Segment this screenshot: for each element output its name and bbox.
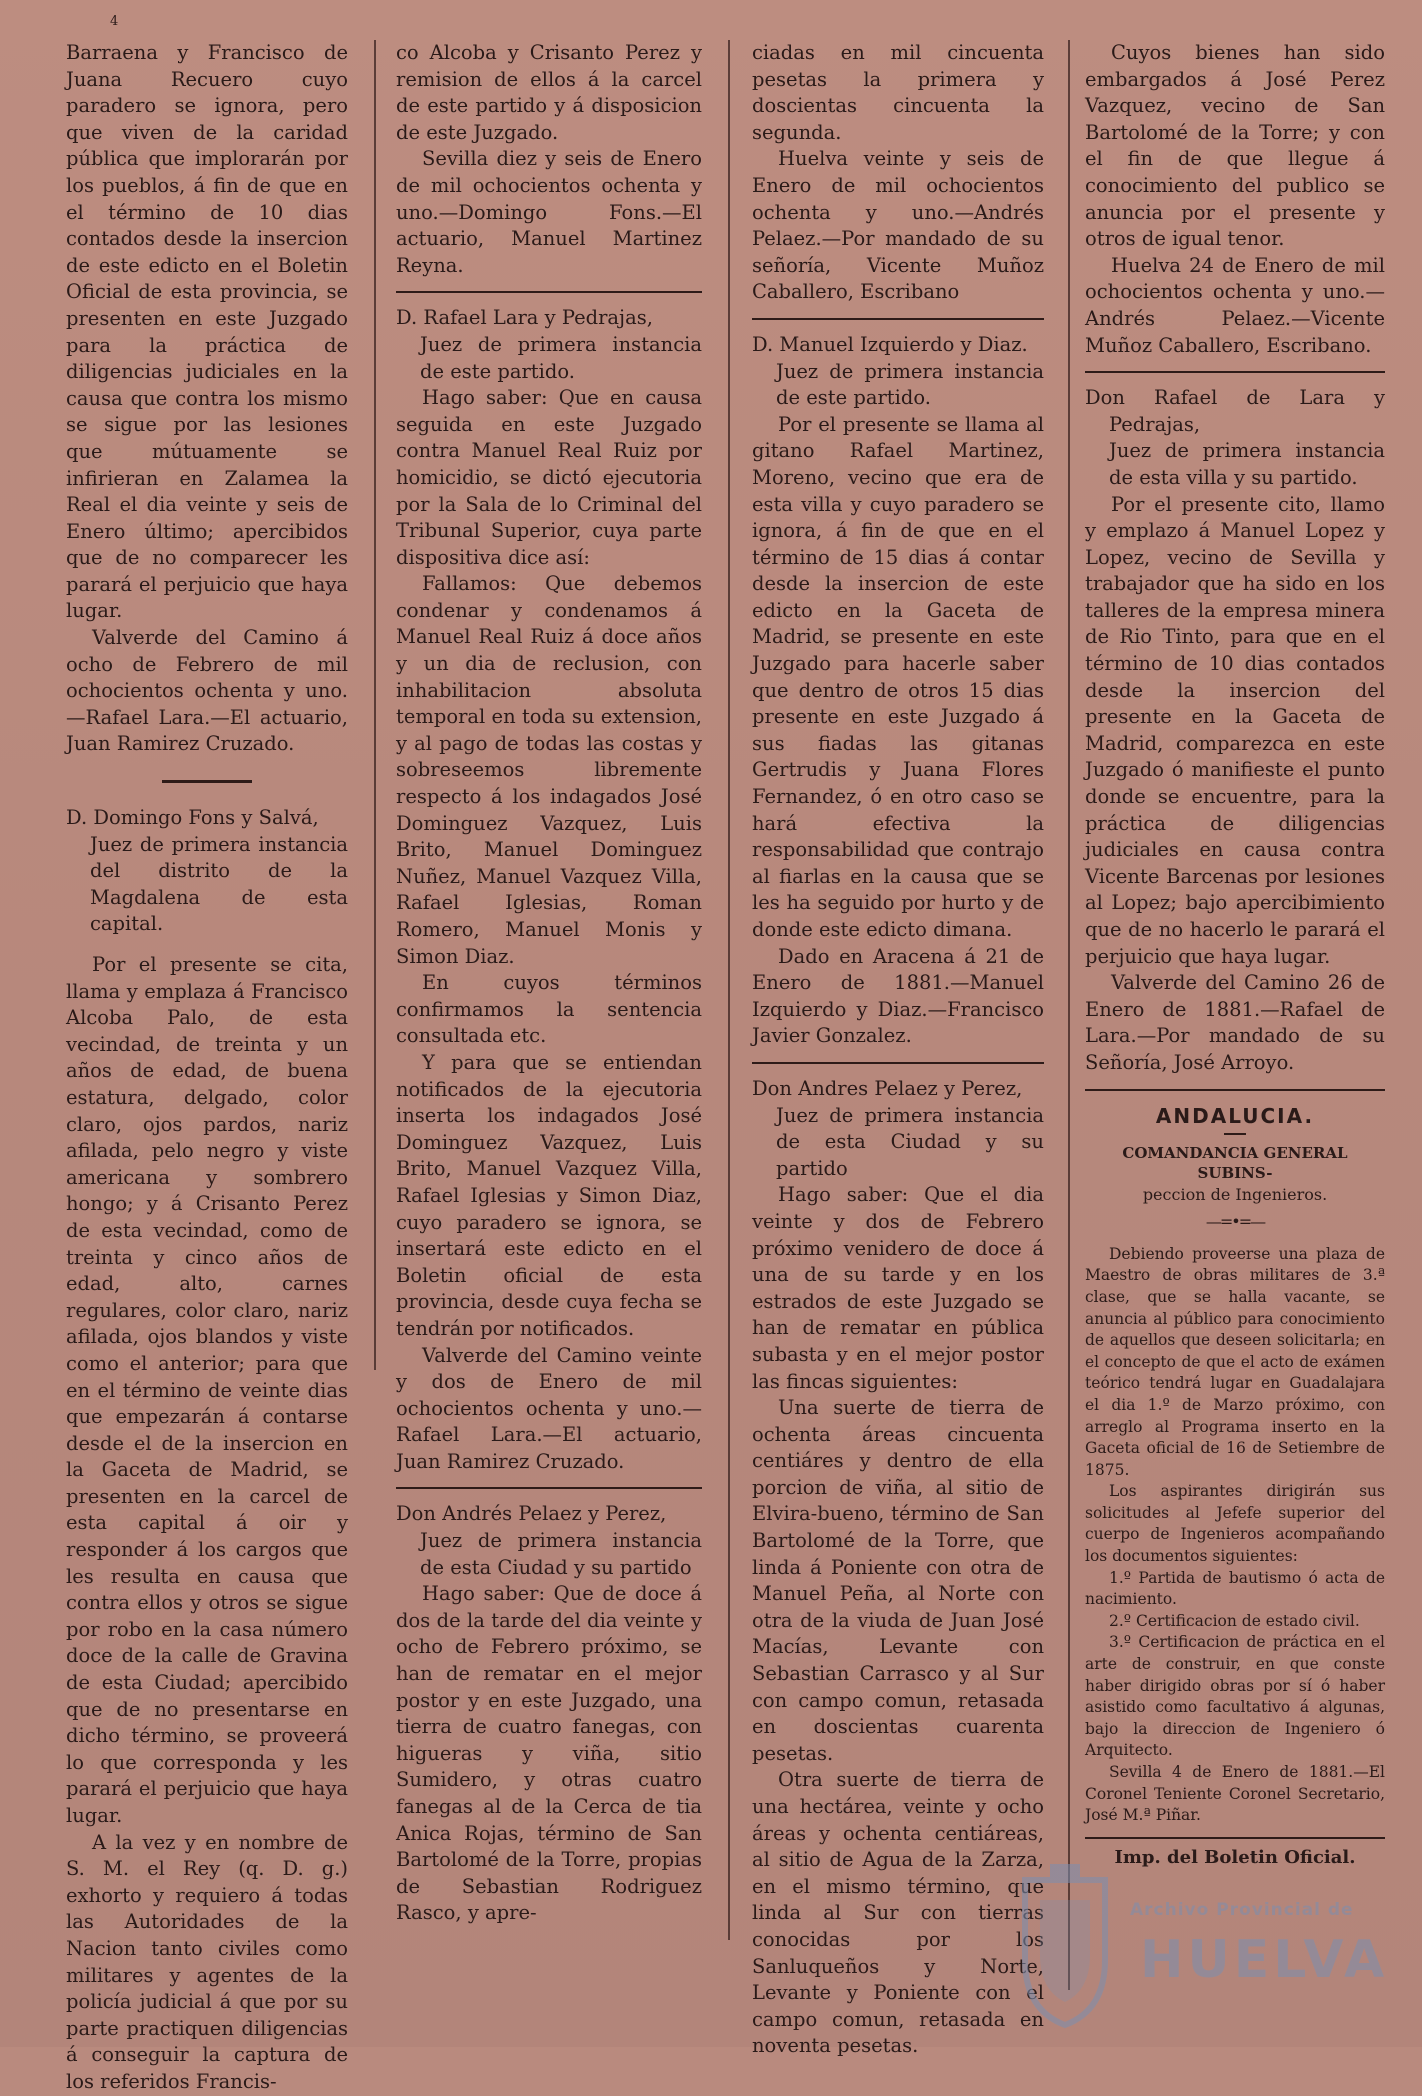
edict-text: Por el presente se llama al gitano Rafael Martinez, Moreno, vecino que era de esta villa y cuyo paradero se ignora, á fin de que en el término de 15 dias á contar desde la insercion de este edicto en la Gaceta de Madrid, se presente en este Juzgado para hacerle saber que dentro de otros 15 dias presente en este Juzgado á sus fiadas las gitanas Gertrudis y Juana Flores Fernandez, ó en otro caso se hará efectiva la responsabilidad que contrajo al fiarlas en la causa que se les ha seguido por hurto y de donde este edicto dimana. xyxy=(752,412,1044,941)
edict-signature: Dado en Aracena á 21 de Enero de 1881.—Manuel Izquierdo y Diaz.—Francisco Javier Gonzalez. xyxy=(752,944,1044,1048)
column-divider xyxy=(1068,40,1070,1990)
notice-item: 2.º Certificacion de estado civil. xyxy=(1109,1611,1360,1630)
military-notice xyxy=(1085,1244,1385,1827)
edict-text: A la vez y en nombre de S. M. el Rey (q. D. g.) exhorto y requiero á todas las Autoridades de la Nacion tanto civiles como militares y agentes de la policía judicial á que por su parte practiquen diligencias á conseguir la captura de los referidos Francis- xyxy=(66,1830,348,2093)
edict-text: Una suerte de tierra de ochenta áreas cincuenta centiáres y dentro de ella porcion de viña, al sitio de Elvira-bueno, término de San Bartolomé de la Torre, que linda á Poniente con otra de Manuel Peña, al Norte con otra de la viuda de Juan José Macías, Levante con Sebastian Carrasco y al Sur con campo comun, retasada en doscientas cuarenta pesetas. xyxy=(752,1396,1044,1765)
edict-text: Y para que se entiendan notificados de la ejecutoria inserta los indagados José Dominguez Vazquez, Luis Brito, Manuel Vazquez Villa, Rafael Iglesias y Simon Diaz, cuyo paradero se ignora, se insertará este edicto en el Boletin oficial de esta provincia, desde cuya fecha se tendrán por notificados. xyxy=(396,1050,702,1340)
printer-imprint: Imp. del Boletin Oficial. xyxy=(1085,1837,1385,1872)
notice-title: COMANDANCIA GENERAL SUBINS- xyxy=(1122,1144,1348,1183)
edict-text: co Alcoba y Crisanto Perez y remision de ellos á la carcel de este partido y á disposicion de este Juzgado. xyxy=(396,41,702,144)
edict-text: Hago saber: Que de doce á dos de la tarde del dia veinte y ocho de Febrero próximo, se han de rematar en el mejor postor y en este Juzgado, una tierra de cuatro fanegas, con higueras y viña, sitio Sumidero, y otras cuatro fanegas al de la Cerca de tia Anica Rojas, término de San Bartolomé de la Torre, propias de Sebastian Rodriguez Rasco, y apre- xyxy=(396,1582,702,1925)
edict-header xyxy=(396,305,702,385)
edict-signature: Huelva veinte y seis de Enero de mil ochocientos ochenta y uno.—Andrés Pelaez.—Por mandado de su señoría, Vicente Muñoz Caballero, Escribano xyxy=(752,147,1044,304)
edict-text: Por el presente se cita, llama y emplaza á Francisco Alcoba Palo, de esta vecindad, de treinta y un años de edad, de buena estatura, delgado, color claro, ojos pardos, nariz afilada, pelo negro y viste americana y sombrero hongo; y á Crisanto Perez de esta vecindad, como de treinta y cinco años de edad, alto, carnes regulares, color claro, nariz afilada, ojos blandos y viste como el anterior; para que en el término de veinte dias que empezarán á contarse desde el de la insercion en la Gaceta de Madrid, se presenten en la carcel de esta capital á oir y responder á los cargos que les resulta en causa que contra ellos y otros se sigue por robo en la casa número doce de la calle de Gravina de esta Ciudad; apercibido que de no presentarse en dicho término, se proveerá lo que corresponda y les parará el perjuicio que haya lugar. xyxy=(66,953,348,1827)
archive-watermark xyxy=(1010,1860,1410,2030)
edict-text: ciadas en mil cincuenta pesetas la primera y doscientas cincuenta la segunda. xyxy=(752,41,1044,144)
column-4 xyxy=(1085,40,1385,1871)
column-3 xyxy=(752,40,1044,2060)
archive-name: Archivo Provincial de xyxy=(1130,1900,1354,1920)
judge-title: Juez de primera instancia de este partido. xyxy=(420,332,702,383)
notice-subtitle: peccion de Ingenieros. xyxy=(1142,1185,1328,1205)
edict-text: Otra suerte de tierra de una hectárea, veinte y ocho áreas y ochenta centiáreas, al sitio de Agua de la Zarza, en el mismo término, que linda al Sur con tierras conocidas por los Sanluqueños y Norte, Levante y Poniente con el campo comun, retasada en noventa pesetas. xyxy=(752,1768,1044,2058)
edict-header xyxy=(752,1076,1044,1182)
edict-signature: Valverde del Camino 26 de Enero de 1881.—Rafael de Lara.—Por mandado de su Señoría, José Arroyo. xyxy=(1085,971,1385,1074)
separator xyxy=(752,1062,1044,1064)
notice-item: 1.º Partida de bautismo ó acta de nacimiento. xyxy=(1085,1568,1385,1609)
page-number: 4 xyxy=(110,14,119,29)
judge-name: D. Rafael Lara y Pedrajas, xyxy=(396,306,653,330)
ornament-divider: —=•=— xyxy=(1205,1212,1265,1232)
edict-header xyxy=(1085,385,1385,491)
edict-text: Fallamos: Que debemos condenar y condenamos á Manuel Real Ruiz á doce años y un dia de reclusion, con inhabilitacion absoluta temporal en toda su extension, y al pago de todas las costas y sobreseemos libremente respecto á los indagados José Dominguez Vazquez, Luis Brito, Manuel Dominguez Nuñez, Manuel Vazquez Villa, Rafael Iglesias, Roman Romero, Manuel Monis y Simon Diaz. xyxy=(396,572,702,968)
column-divider xyxy=(374,40,376,1370)
judge-name: D. Domingo Fons y Salvá, xyxy=(66,806,319,830)
edict-header xyxy=(752,332,1044,412)
separator xyxy=(396,1487,702,1489)
edict-text: Cuyos bienes han sido embargados á José Perez Vazquez, vecino de San Bartolomé de la Torre; y con el fin de que llegue á conocimiento del publico se anuncia por el presente y otros de igual tenor. xyxy=(1085,41,1385,251)
edict-header xyxy=(396,1501,702,1581)
edict-signature: Huelva 24 de Enero de mil ochocientos ochenta y uno.—Andrés Pelaez.—Vicente Muñoz Caballero, Escribano. xyxy=(1085,253,1385,357)
column-2 xyxy=(396,40,702,1927)
judge-name: Don Rafael de Lara y Pedrajas, xyxy=(1085,386,1385,436)
edict-signature: Valverde del Camino veinte y dos de Enero de mil ochocientos ochenta y uno.—Rafael Lara.—El actuario, Juan Ramirez Cruzado. xyxy=(396,1343,702,1473)
judge-title: Juez de primera instancia de este partido. xyxy=(776,359,1044,410)
judge-name: Don Andrés Pelaez y Perez, xyxy=(396,1502,667,1526)
separator xyxy=(162,780,252,783)
coat-of-arms-icon xyxy=(1010,1860,1120,2030)
separator xyxy=(1224,1133,1246,1135)
edict-signature: Valverde del Camino á ocho de Febrero de mil ochocientos ochenta y uno.—Rafael Lara.—El actuario, Juan Ramirez Cruzado. xyxy=(66,626,348,756)
judge-name: D. Manuel Izquierdo y Diaz. xyxy=(752,332,1028,356)
notice-signature: Sevilla 4 de Enero de 1881.—El Coronel Teniente Coronel Secretario, José M.ª Piñar. xyxy=(1085,1763,1385,1825)
separator xyxy=(1085,1089,1385,1091)
edict-text: Barraena y Francisco de Juana Recuero cuyo paradero se ignora, pero que viven de la caridad pública que implorarán por los pueblos, á fin de que en el término de 10 dias contados desde la insercion de este edicto en el Boletin Oficial de esta provincia, se presenten en este Juzgado para la práctica de diligencias judiciales en la causa que contra los mismo se sigue por las lesiones que mútuamente se infirieran en Zalamea la Real el dia veinte y seis de Enero último; apercibidos que de no comparecer les parará el perjuicio que haya lugar. xyxy=(66,41,348,623)
judge-title: Juez de primera instancia de esta villa y su partido. xyxy=(1109,439,1385,489)
edict-text: Hago saber: Que en causa seguida en este Juzgado contra Manuel Real Ruiz por homicidio, se dictó ejecutoria por la Sala de lo Criminal del Tribunal Superior, cuya parte dispositiva dice así: xyxy=(396,386,702,569)
edict-signature: Sevilla diez y seis de Enero de mil ochocientos ochenta y uno.—Domingo Fons.—El actuario, Manuel Martinez Reyna. xyxy=(396,147,702,277)
section-title: ANDALUCIA. xyxy=(1155,1103,1315,1128)
archive-city: HUELVA xyxy=(1140,1930,1389,1990)
column-divider xyxy=(728,40,730,1940)
notice-text: Debiendo proveerse una plaza de Maestro de obras militares de 3.ª clase, que se halla vacante, se anuncia al público para conocimiento de aquellos que deseen solicitarla; en el concepto de que el acto de exámen teórico tendrá lugar en Guadalajara el dia 1.º de Marzo próximo, con arreglo al Programa inserto en la Gaceta oficial de 16 de Setiembre de 1875. xyxy=(1085,1244,1385,1479)
edict-text: Hago saber: Que el dia veinte y dos de Febrero próximo venidero de doce á una de su tarde y en los estrados de este Juzgado se han de rematar en pública subasta y en el mejor postor las fincas siguientes: xyxy=(752,1183,1044,1393)
judge-title: Juez de primera instancia de esta Ciudad y su partido xyxy=(776,1103,1044,1180)
separator xyxy=(1085,371,1385,373)
separator xyxy=(396,291,702,293)
judge-title: Juez de primera instancia de esta Ciudad y su partido xyxy=(420,1529,702,1579)
edict-text: En cuyos términos confirmamos la sentencia consultada etc. xyxy=(396,971,702,1048)
notice-item: 3.º Certificacion de práctica en el arte de construir, en que conste haber dirigido obras por sí ó haber asistido como facultativo á algunas, bajo la direccion de Ingeniero ó Arquitecto. xyxy=(1085,1633,1385,1760)
judge-title: Juez de primera instancia del distrito de la Magdalena de esta capital. xyxy=(90,832,348,936)
edict-text: Por el presente cito, llamo y emplazo á Manuel Lopez y Lopez, vecino de Sevilla y trabajador que ha sido en los talleres de la empresa minera de Rio Tinto, para que en el término de 10 dias contados desde la insercion del presente en la Gaceta de Madrid, comparezca en este Juzgado ó manifieste el punto donde se encuentre, para la práctica de diligencias judiciales en causa contra Vicente Barcenas por lesiones al Lopez; bajo apercibimiento que de no hacerlo le parará el perjuicio que haya lugar. xyxy=(1085,492,1385,968)
judge-name: Don Andres Pelaez y Perez, xyxy=(752,1076,1023,1100)
separator xyxy=(752,318,1044,320)
notice-text: Los aspirantes dirigirán sus solicitudes al Jefefe superior del cuerpo de Ingenieros acompañando los documentos siguientes: xyxy=(1085,1482,1385,1566)
edict-header xyxy=(66,805,348,938)
column-1 xyxy=(66,40,348,2096)
